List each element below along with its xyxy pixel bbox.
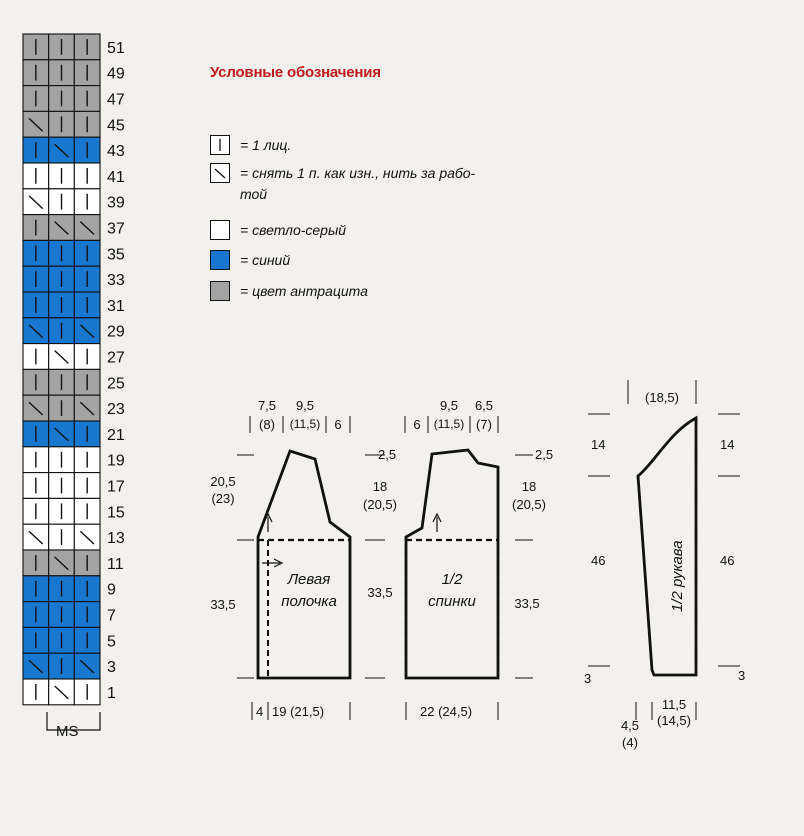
ms-label: MS [56, 723, 79, 740]
sleeve-cuff-right: 3 [738, 668, 746, 683]
sleeve-cuff-left: 3 [584, 671, 592, 686]
sleeve-cap-right: 14 [720, 437, 735, 452]
front-armhole: 20,5 [210, 474, 236, 489]
front-top-b-alt: (11,5) [289, 417, 321, 431]
sleeve-length-left: 46 [591, 553, 606, 568]
row-number: 35 [107, 246, 125, 264]
row-number: 13 [107, 530, 125, 548]
sleeve-pattern-piece [588, 380, 740, 720]
back-top-c: 6,5 [474, 398, 494, 413]
row-number: 3 [107, 659, 116, 677]
row-number: 9 [107, 581, 116, 599]
row-number: 11 [107, 555, 124, 573]
row-number: 37 [107, 220, 125, 238]
row-number: 19 [107, 452, 125, 470]
front-pattern-piece [237, 416, 350, 720]
back-top-b-alt: (11,5) [433, 417, 465, 431]
row-number: 49 [107, 65, 125, 83]
front-bottom-a: 4 [256, 704, 264, 719]
sleeve-bottom-a-alt: (4) [622, 735, 638, 750]
back-armhole-right: 18 [521, 479, 537, 494]
row-number: 1 [107, 684, 116, 702]
back-label: 1/2 спинки [428, 571, 476, 610]
front-top-a: 7,5 [257, 398, 277, 413]
row-number: 41 [107, 168, 125, 186]
row-number: 31 [107, 297, 125, 315]
back-top-c-alt: (7) [476, 417, 492, 432]
legend-slip-text-2: той [240, 186, 268, 202]
light-gray-swatch-icon [210, 220, 230, 240]
row-number: 39 [107, 194, 125, 212]
front-outline [258, 451, 350, 678]
legend-slip-text-1: = снять 1 п. как изн., нить за рабо- [240, 165, 476, 181]
sleeve-bottom-b: 11,5 [661, 697, 687, 712]
legend-knit-text: = 1 лиц. [240, 137, 292, 153]
front-top-a-alt: (8) [259, 417, 275, 432]
front-label: Левая полочка [281, 571, 337, 610]
front-top-b: 9,5 [295, 398, 315, 413]
row-number: 15 [107, 504, 125, 522]
anthracite-swatch-icon [210, 281, 230, 301]
back-top-a: 6 [413, 417, 421, 432]
row-number: 17 [107, 478, 125, 496]
sleeve-length-right: 46 [720, 553, 735, 568]
back-neck-left: 2,5 [378, 447, 397, 462]
sleeve-cap-left: 14 [591, 437, 606, 452]
sleeve-outline [638, 418, 696, 675]
back-armhole-left: 18 [372, 479, 388, 494]
sleeve-label: 1/2 рукава [669, 540, 686, 612]
front-body-height: 33,5 [210, 597, 236, 612]
back-armhole-left-alt: (20,5) [363, 497, 397, 512]
back-outline [406, 450, 498, 678]
front-armhole-alt: (23) [211, 491, 235, 506]
row-number: 23 [107, 401, 125, 419]
front-bottom-b: 19 (21,5) [272, 704, 325, 719]
row-number: 5 [107, 633, 116, 651]
legend-title: Условные обозначения [210, 64, 381, 81]
back-bottom: 22 (24,5) [420, 704, 473, 719]
row-number: 33 [107, 272, 125, 290]
row-number: 45 [107, 117, 125, 135]
back-top-b: 9,5 [439, 398, 459, 413]
sleeve-top-partial: (18,5) [645, 390, 679, 405]
row-number: 29 [107, 323, 125, 341]
sleeve-bottom-b-alt: (14,5) [657, 713, 691, 728]
row-number: 43 [107, 143, 125, 161]
back-armhole-right-alt: (20,5) [512, 497, 546, 512]
knit-symbol-icon [210, 135, 230, 155]
row-number: 47 [107, 91, 125, 109]
sleeve-bottom-a: 4,5 [620, 718, 640, 733]
back-neck-right: 2,5 [535, 447, 554, 462]
back-body-right: 33,5 [514, 596, 540, 611]
row-number: 7 [107, 607, 116, 625]
row-number: 21 [107, 426, 125, 444]
row-number: 25 [107, 375, 125, 393]
row-number: 27 [107, 349, 125, 367]
slip-symbol-icon [210, 163, 230, 183]
front-top-c: 6 [334, 417, 342, 432]
blue-swatch-icon [210, 250, 230, 270]
row-number: 51 [107, 39, 125, 57]
back-body-left: 33,5 [367, 585, 393, 600]
